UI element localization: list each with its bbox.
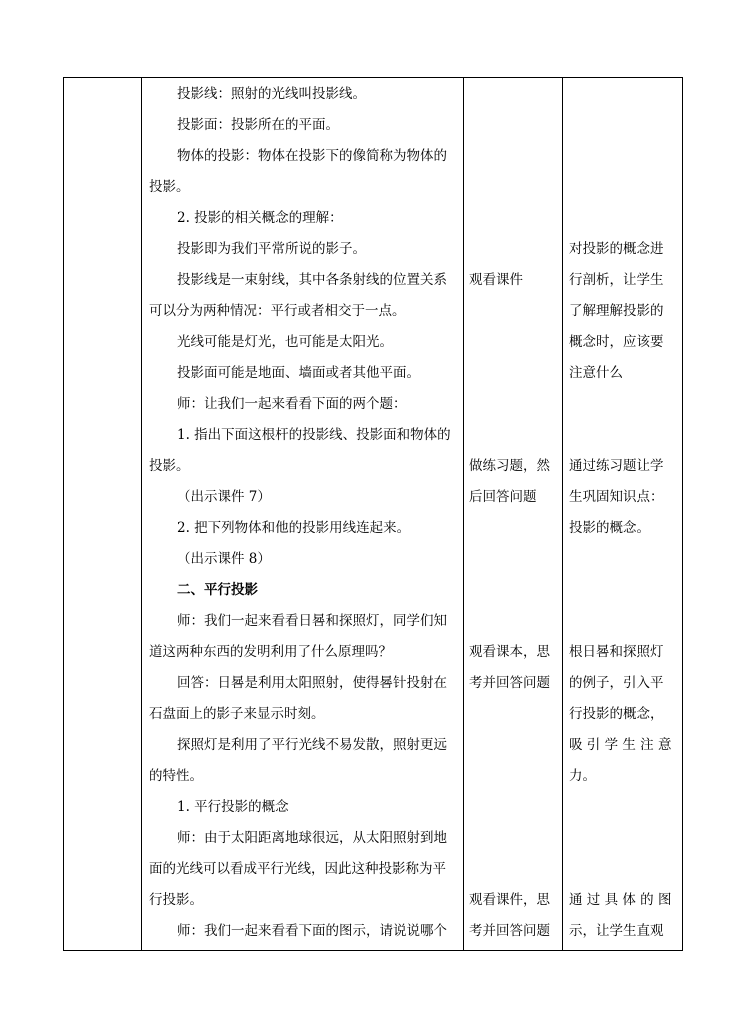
- student-activity-column: [469, 78, 561, 950]
- content-line: 投影线：照射的光线叫投影线。: [177, 86, 366, 102]
- content-line: 石盘面上的影子来显示时刻。: [149, 706, 325, 722]
- design-intent-line: 投影的概念。: [569, 520, 650, 536]
- content-line: 投影即为我们平常所说的影子。: [177, 241, 366, 257]
- student-activity-line: 观看课件: [469, 272, 523, 288]
- student-activity-line: 考并回答问题: [469, 923, 550, 939]
- student-activity-line: 后回答问题: [469, 489, 537, 505]
- content-line: （出示课件 7）: [177, 489, 271, 505]
- content-line: 道这两种东西的发明利用了什么原理吗？: [149, 644, 392, 660]
- design-intent-line: 的例子，引入平: [569, 675, 664, 691]
- content-line: 投影面可能是地面、墙面或者其他平面。: [177, 365, 420, 381]
- content-line: 投影。: [149, 458, 190, 474]
- content-line: 1. 平行投影的概念: [177, 799, 289, 815]
- content-line: 投影面：投影所在的平面。: [177, 117, 339, 133]
- column-divider: [562, 78, 563, 950]
- teacher-activity-column: [149, 78, 461, 950]
- design-intent-line: 注意什么: [569, 365, 623, 381]
- student-activity-line: 观看课本，思: [469, 644, 550, 660]
- content-line: 投影。: [149, 179, 190, 195]
- content-line: 行投影。: [149, 892, 203, 908]
- design-intent-line: 生巩固知识点：: [569, 489, 664, 505]
- design-intent-line: 了解理解投影的: [569, 303, 664, 319]
- content-line: 师：我们一起来看看下面的图示，请说说哪个: [177, 923, 447, 939]
- student-activity-line: 做练习题，然: [469, 458, 550, 474]
- design-intent-line: 根日晷和探照灯: [569, 644, 664, 660]
- content-line: 师：由于太阳距离地球很远，从太阳照射到地: [177, 830, 447, 846]
- content-line: 回答：日晷是利用太阳照射，使得晷针投射在: [177, 675, 447, 691]
- student-activity-line: 考并回答问题: [469, 675, 550, 691]
- design-intent-line: 力。: [569, 768, 596, 784]
- section-heading: 二、平行投影: [177, 582, 258, 598]
- content-line: 物体的投影：物体在投影下的像简称为物体的: [177, 148, 447, 164]
- content-line: 面的光线可以看成平行光线，因此这种投影称为平: [149, 861, 446, 877]
- student-activity-line: 观看课件，思: [469, 892, 550, 908]
- content-line: 2. 把下列物体和他的投影用线连起来。: [177, 520, 411, 536]
- design-intent-line: 吸 引 学 生 注 意: [569, 737, 672, 753]
- design-intent-line: 示，让学生直观: [569, 923, 664, 939]
- content-line: 师：让我们一起来看看下面的两个题：: [177, 396, 407, 412]
- content-line: 探照灯是利用了平行光线不易发散，照射更远: [177, 737, 447, 753]
- design-intent-line: 通 过 具 体 的 图: [569, 892, 672, 908]
- design-intent-line: 对投影的概念进: [569, 241, 664, 257]
- design-intent-line: 概念时，应该要: [569, 334, 664, 350]
- design-intent-line: 通过练习题让学: [569, 458, 664, 474]
- lesson-table: [63, 77, 683, 951]
- content-line: 光线可能是灯光，也可能是太阳光。: [177, 334, 393, 350]
- content-line: 的特性。: [149, 768, 203, 784]
- column-divider: [463, 78, 464, 950]
- content-line: 师：我们一起来看看日晷和探照灯，同学们知: [177, 613, 447, 629]
- content-line: （出示课件 8）: [177, 551, 271, 567]
- content-line: 1. 指出下面这根杆的投影线、投影面和物体的: [177, 427, 451, 443]
- content-line: 投影线是一束射线，其中各条射线的位置关系: [177, 272, 447, 288]
- empty-left-column: [64, 78, 141, 950]
- design-intent-line: 行剖析，让学生: [569, 272, 664, 288]
- content-line: 2. 投影的相关概念的理解：: [177, 210, 343, 226]
- content-line: 可以分为两种情况：平行或者相交于一点。: [149, 303, 406, 319]
- column-divider: [141, 78, 142, 950]
- design-intent-column: [569, 78, 681, 950]
- design-intent-line: 行投影的概念，: [569, 706, 664, 722]
